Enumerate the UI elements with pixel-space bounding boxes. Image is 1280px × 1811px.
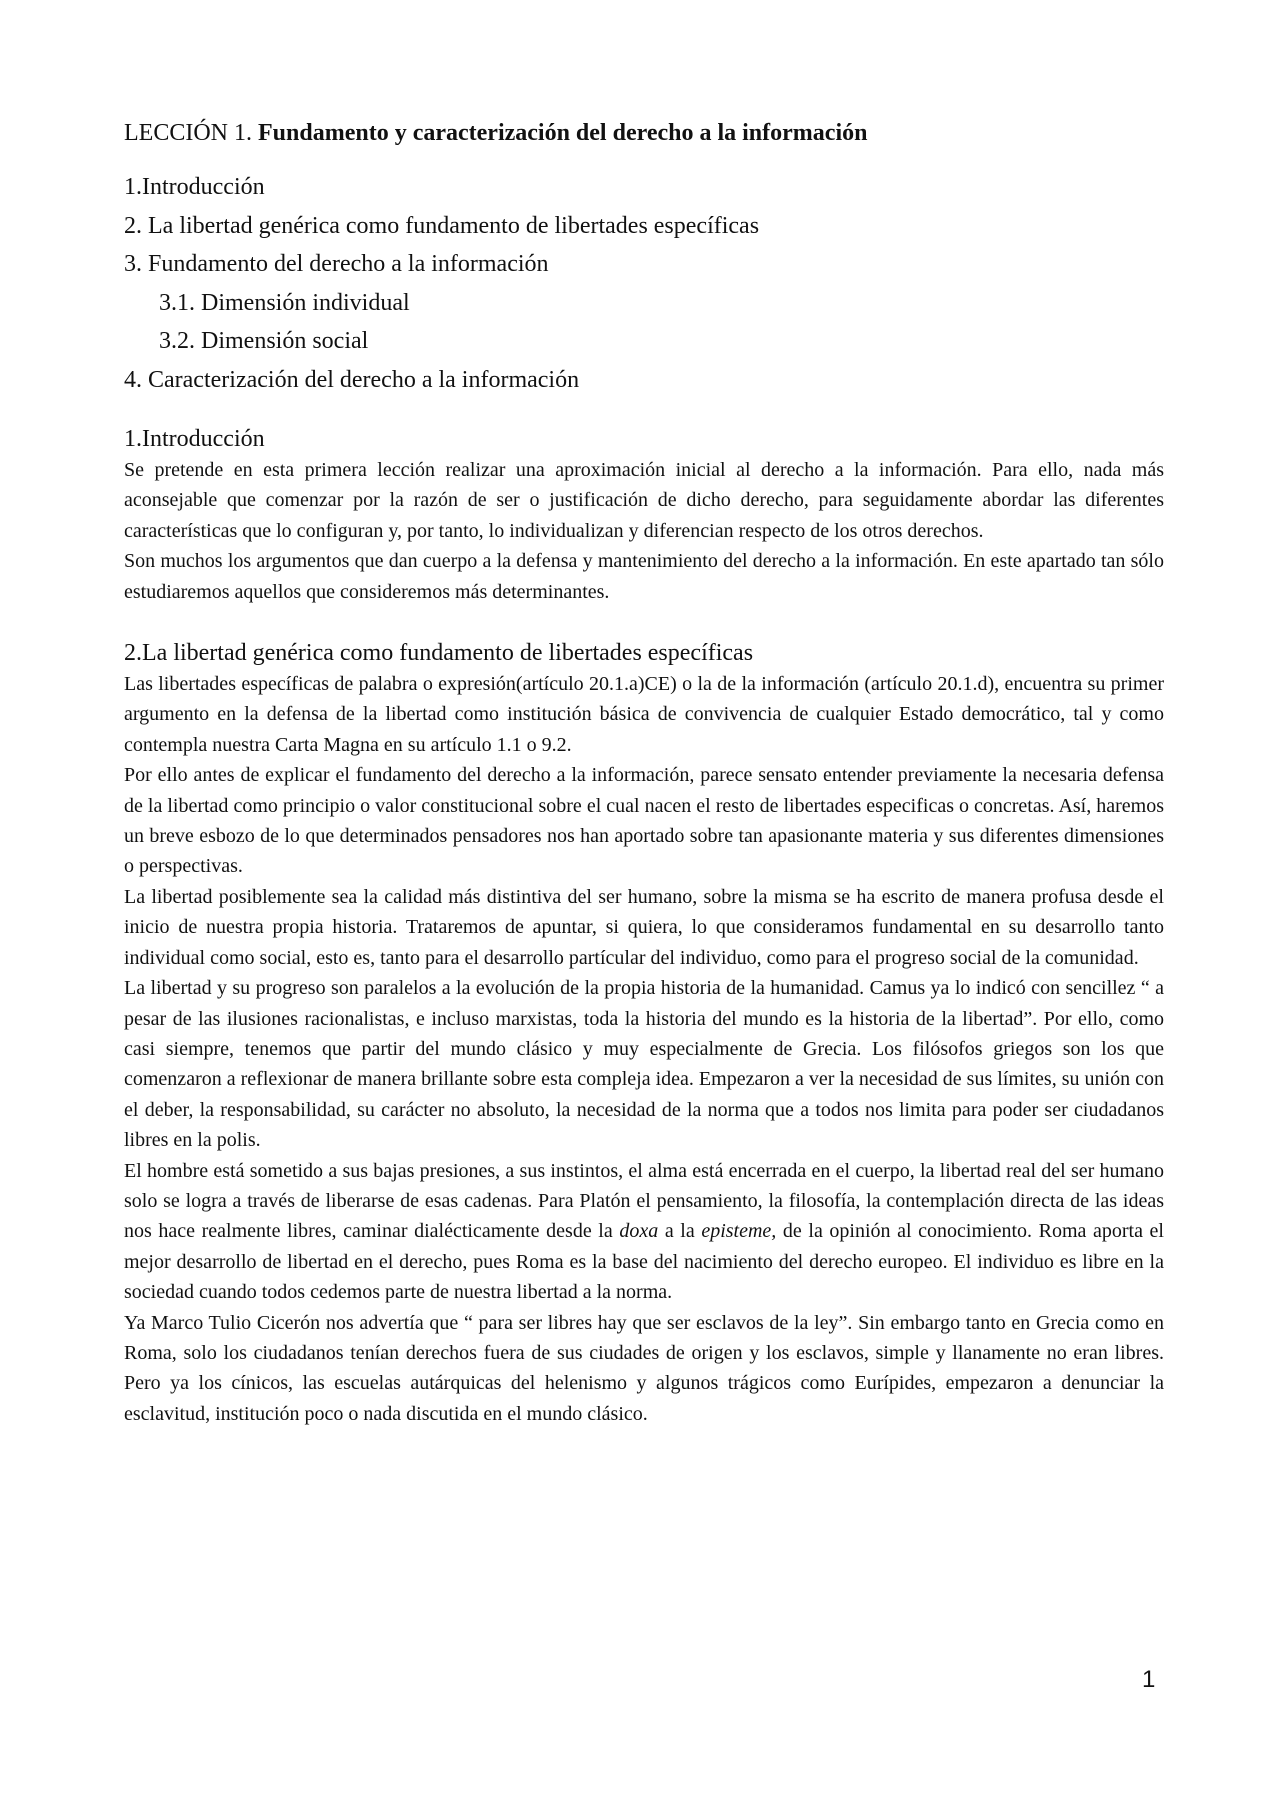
paragraph-platon (124, 1156, 1164, 1308)
toc-subitem: 3.1. Dimensión individual (159, 289, 410, 316)
toc-item: 2. La libertad genérica como fundamento de libertades específicas (124, 212, 760, 239)
document-page (124, 118, 1164, 1429)
section-spacer (124, 607, 1164, 637)
platon-text-start: El hombre está sometido a sus bajas presiones, a sus instintos, el alma está encerrada en el cuerpo, la libertad real del ser humano solo se logra a través de liberarse de esas cadenas. Para Platón el pensamiento, la filosofía, la contemplación directa de las ideas nos hace realmente libres, caminar dialécticamente desde la (124, 1159, 1164, 1243)
platon-text-end: de la opinión al conocimiento. Roma aporta el mejor desarrollo de libertad en el derecho, pues Roma es la base del nacimiento del derecho europeo. El individuo es libre en la sociedad cuando todos cedemos parte de nuestra libertad a la norma. (124, 1220, 1164, 1304)
paragraph: La libertad y su progreso son paralelos a la evolución de la propia historia de la humanidad. Camus ya lo indicó con sencillez “ a pesar de las ilusiones racionalistas, e incluso marxistas, toda la historia del mundo es la historia de la libertad”. Por ello, como casi siempre, tenemos que partir del mundo clásico y muy especialmente de Grecia. Los filósofos griegos son los que comenzaron a reflexionar de manera brillante sobre esta compleja idea. Empezaron a ver la necesidad de sus límites, su unión con el deber, la responsabilidad, su carácter no absoluto, la necesidad de la norma que a todos nos limita para poder ser ciudadanos libres en la polis. (124, 977, 1164, 1152)
paragraph: Por ello antes de explicar el fundamento del derecho a la información, parece sensato entender previamente la necesaria defensa de la libertad como principio o valor constitucional sobre el cual nacen el resto de libertades especificas o concretas. Así, haremos un breve esbozo de lo que determinados pensadores nos han aportado sobre tan apasionante materia y sus diferentes dimensiones o perspectivas. (124, 764, 1164, 878)
section-heading: 1.Introducción (124, 426, 265, 452)
table-of-contents (124, 168, 1164, 399)
doxa-term: doxa (619, 1220, 659, 1243)
toc-item: 1.Introducción (124, 174, 265, 200)
section-heading: 2.La libertad genérica como fundamento de libertades específicas (124, 640, 754, 667)
paragraph: Se pretende en esta primera lección realizar una aproximación inicial al derecho a la información. Para ello, nada más aconsejable que comenzar por la razón de ser o justificación de dicho derecho, para seguidamente abordar las diferentes características que lo configuran y, por tanto, lo individualizan y diferencian respecto de los otros derechos. (124, 459, 1164, 542)
toc-subitem: 3.2. Dimensión social (159, 328, 369, 354)
paragraph: La libertad posiblemente sea la calidad más distintiva del ser humano, sobre la misma se ha escrito de manera profusa desde el inicio de nuestra propia historia. Trataremos de apuntar, si quiera, lo que consideramos fundamental en su desarrollo tanto individual como social, esto es, tanto para el desarrollo partícular del individuo, como para el progreso social de la comunidad. (124, 885, 1164, 969)
toc-item: 3. Fundamento del derecho a la información (124, 251, 549, 277)
toc-item: 4. Caracterización del derecho a la información (124, 366, 580, 393)
section-introduccion (124, 423, 1164, 607)
platon-text-between: a la (658, 1220, 702, 1243)
episteme-term: episteme, (701, 1220, 777, 1243)
page-number: 1 (1142, 1666, 1156, 1693)
lesson-label: LECCIÓN 1. (124, 120, 252, 146)
lesson-title (124, 118, 1164, 148)
paragraph: Son muchos los argumentos que dan cuerpo a la defensa y mantenimiento del derecho a la información. En este apartado tan sólo estudiaremos aquellos que consideremos más determinantes. (124, 550, 1164, 603)
paragraph: Ya Marco Tulio Cicerón nos advertía que “ para ser libres hay que ser esclavos de la ley”. Sin embargo tanto en Grecia como en Roma, solo los ciudadanos tenían derechos fuera de sus ciudades de origen y los esclavos, simple y llanamente no eran libres. Pero ya los cínicos, las escuelas autárquicas del helenismo y algunos trágicos como Eurípides, empezaron a denunciar la esclavitud, institución poco o nada discutida en el mundo clásico. (124, 1311, 1164, 1425)
section-libertad-generica (124, 637, 1164, 1429)
lesson-title-text: Fundamento y caracterización del derecho a la información (258, 120, 868, 146)
paragraph: Las libertades específicas de palabra o expresión(artículo 20.1.a)CE) o la de la información (artículo 20.1.d), encuentra su primer argumento en la defensa de la libertad como institución básica de convivencia de cualquier Estado democrático, tal y como contempla nuestra Carta Magna en su artículo 1.1 o 9.2. (124, 673, 1164, 756)
